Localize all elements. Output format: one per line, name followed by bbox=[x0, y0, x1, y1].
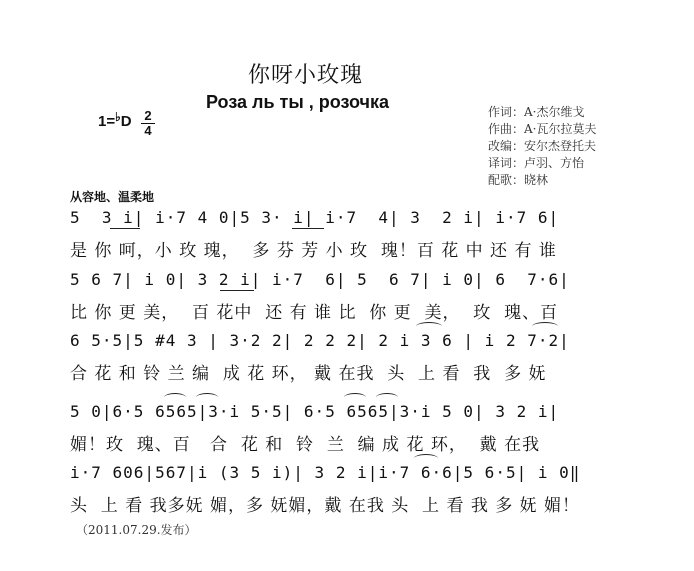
song-title-chinese: 你呀小玫瑰 bbox=[248, 63, 364, 88]
credit-lyric-adapter: 配歌：晓林 bbox=[488, 173, 549, 187]
notation-line: 6 5·5|5 #4 3 | 3·2 2| 2 2 2| 2 i 3 6 | i 2 7·2| bbox=[70, 331, 570, 350]
slur-arc bbox=[196, 393, 218, 402]
slur-arc bbox=[416, 322, 442, 331]
credit-translator: 译词：卢羽、方怡 bbox=[488, 156, 585, 170]
song-title-russian: Роза ль ты , розочка bbox=[206, 92, 389, 112]
key-note: D bbox=[120, 113, 132, 130]
notation-line: i·7 606|567|i (3 5 i)| 3 2 i|i·7 6·6|5 6·5| i 0‖ bbox=[70, 463, 581, 482]
notation-line: 5 6 7| i 0| 3 2 i| i·7 6| 5 6 7| i 0| 6 7·6| bbox=[70, 270, 570, 289]
lyric-line: 比 你 更 美， 百 花中 还 有 谁 比 你 更 美， 玫 瑰、百 bbox=[70, 303, 559, 323]
lyric-line: 是 你 呵，小 玫 瑰， 多 芬 芳 小 玫 瑰！百 花 中 还 有 谁 bbox=[70, 241, 557, 261]
credit-lyricist: 作词：A·杰尔维戈 bbox=[488, 105, 585, 119]
beam-underline bbox=[110, 228, 140, 229]
lyric-line: 媚！玫 瑰、百 合 花 和 铃 兰 编 成 花 环， 戴 在我 bbox=[70, 435, 541, 455]
key-signature bbox=[98, 110, 132, 130]
credit-composer: 作曲：A·瓦尔拉莫夫 bbox=[488, 122, 597, 136]
flat-sign: ♭ bbox=[115, 110, 121, 124]
credits-block bbox=[488, 104, 596, 189]
slur-arc bbox=[376, 393, 398, 402]
credit-arranger: 改编：安尔杰登托夫 bbox=[488, 139, 597, 153]
release-date-note: （2011.07.29.发布） bbox=[76, 523, 197, 537]
time-signature-top: 2 bbox=[144, 108, 152, 123]
time-signature bbox=[141, 110, 155, 137]
slur-arc bbox=[164, 393, 186, 402]
tempo-marking: 从容地、温柔地 bbox=[70, 190, 155, 204]
slur-arc bbox=[414, 454, 438, 463]
lyric-line: 合 花 和 铃 兰 编 成 花 环， 戴 在我 头 上 看 我 多 妩 bbox=[70, 364, 547, 384]
notation-line: 5 0|6·5 6565|3·i 5·5| 6·5 6565|3·i 5 0| 3 2 i| bbox=[70, 402, 560, 421]
slur-arc bbox=[344, 393, 366, 402]
slur-arc bbox=[532, 322, 558, 331]
beam-underline bbox=[220, 290, 254, 291]
key-prefix: 1= bbox=[98, 113, 116, 130]
lyric-line: 头 上 看 我多妩 媚，多 妩媚，戴 在我 头 上 看 我 多 妩 媚！ bbox=[70, 496, 581, 516]
time-signature-bottom: 4 bbox=[144, 123, 152, 138]
beam-underline bbox=[292, 228, 324, 229]
notation-line: 5 3 i| i·7 4 0|5 3· i| i·7 4| 3 2 i| i·7 6| bbox=[70, 208, 560, 227]
